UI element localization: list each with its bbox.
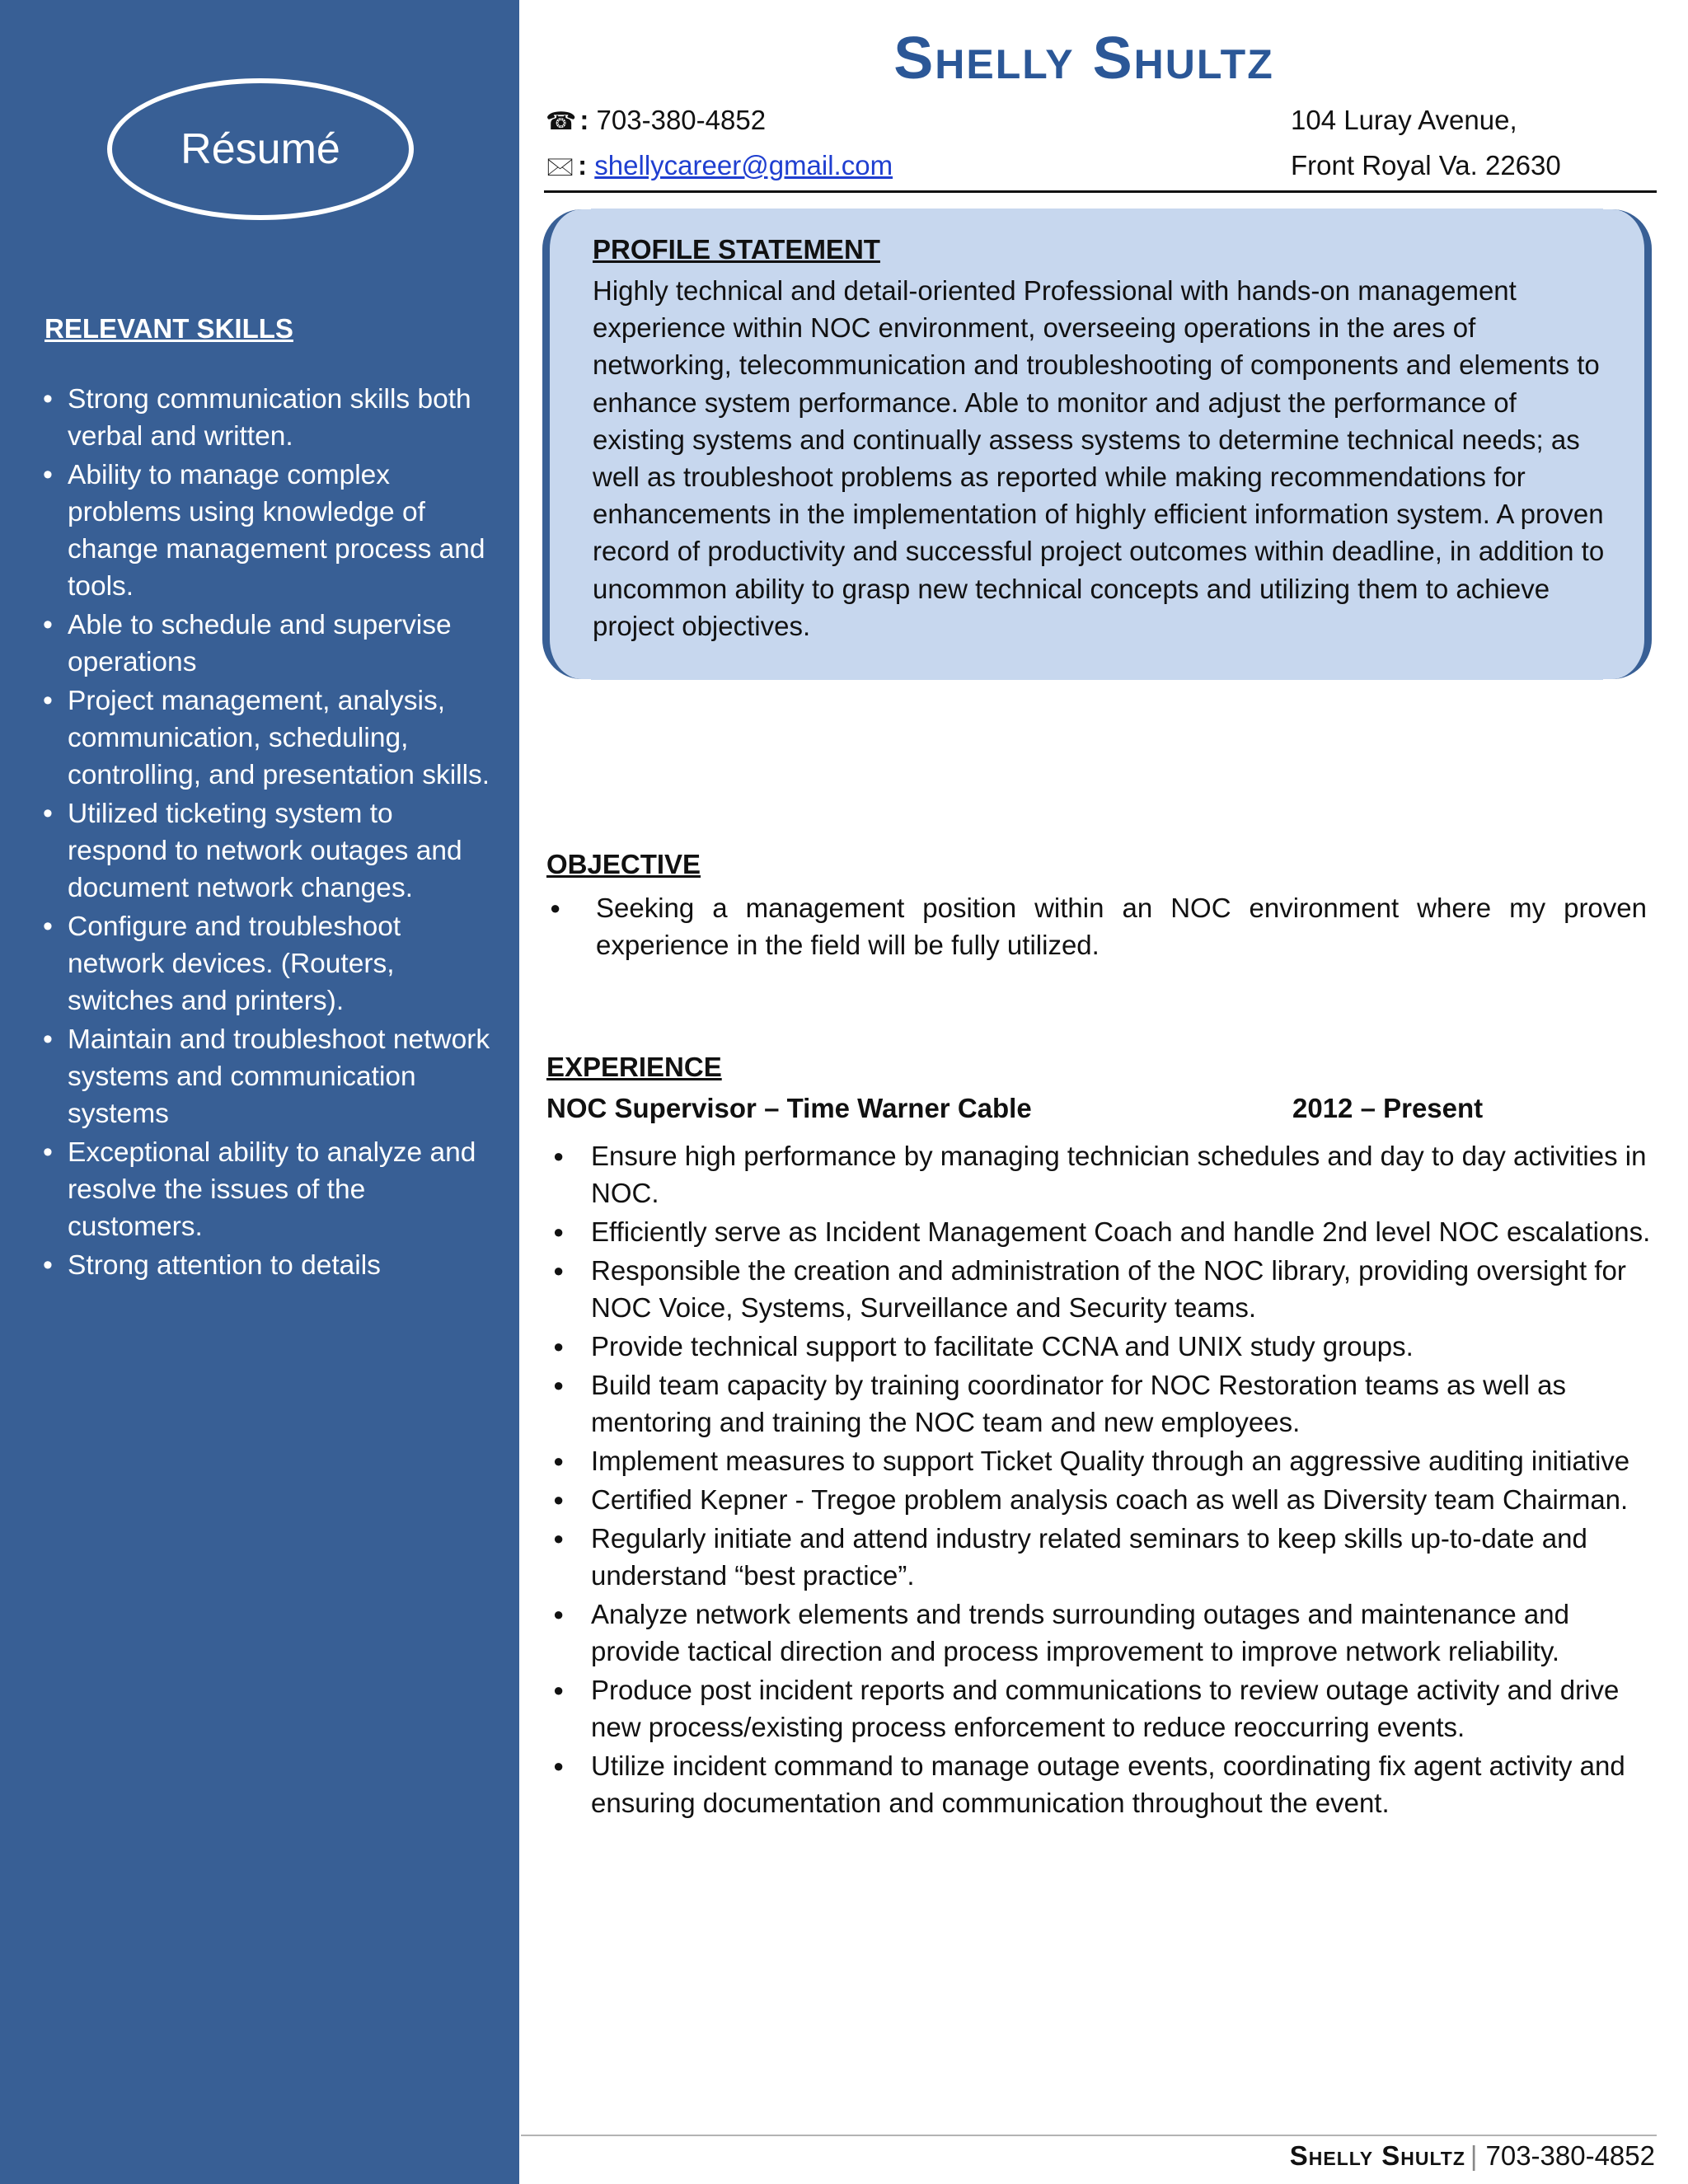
skills-list xyxy=(25,381,495,1286)
job-dates: 2012 – Present xyxy=(1292,1093,1484,1123)
footer-name: Shelly Shultz xyxy=(1289,2140,1465,2171)
address-line-2: Front Royal Va. 22630 xyxy=(1291,150,1561,180)
list-item: • Utilized ticketing system to respond to network outages and document network changes. xyxy=(25,795,495,907)
list-item: • Able to schedule and supervise operations xyxy=(25,607,495,681)
list-item: • Project management, analysis, communication, scheduling, controlling, and presentation skills. xyxy=(25,682,495,794)
list-item: • Maintain and troubleshoot network systems and communication systems xyxy=(25,1021,495,1132)
objective-list xyxy=(546,889,1647,965)
list-item: ● Utilize incident command to manage outage events, coordinating fix agent activity and ensuring documentation and communication throughout the event. xyxy=(546,1747,1659,1821)
list-item: ● Regularly initiate and attend industry related seminars to keep skills up-to-date and understand “best practice”. xyxy=(546,1520,1659,1594)
list-item: • Ability to manage complex problems using knowledge of change management process and tools. xyxy=(25,457,495,605)
header-divider xyxy=(544,190,1657,193)
phone-icon: ☎ xyxy=(546,108,577,135)
resume-badge: Résumé xyxy=(107,78,414,220)
profile-text: Highly technical and detail-oriented Professional with hands-on management experience within NOC environment, overseeing operations in the ares of networking, telecommunication and troubleshooting of components and elements to enhance system performance. Able to monitor and adjust the performance of existing systems and continually assess systems to determine technical needs; as well as troubleshoot problems as reported while making recommendations for enhancements in the implementation of highly efficient information system. A proven record of productivity and successful project outcomes within deadline, in addition to uncommon ability to grasp new technical concepts and utilizing them to achieve project objectives. xyxy=(593,275,1605,641)
list-item: ● Ensure high performance by managing technician schedules and day to day activities in NOC. xyxy=(546,1137,1659,1212)
footer-divider xyxy=(521,2135,1657,2136)
profile-box xyxy=(542,209,1652,679)
footer-phone: 703-380-4852 xyxy=(1485,2140,1655,2171)
list-item: ● Responsible the creation and administration of the NOC library, providing oversight for NOC Voice, Systems, Surveillance and Security teams. xyxy=(546,1252,1659,1326)
address-line-1: 104 Luray Avenue, xyxy=(1291,105,1517,135)
list-item: ● Efficiently serve as Incident Management Coach and handle 2nd level NOC escalations. xyxy=(546,1213,1659,1250)
list-item: • Strong communication skills both verbal and written. xyxy=(25,381,495,455)
phone-line: ☎ : 703-380-4852 xyxy=(546,105,767,135)
list-item: • Exceptional ability to analyze and resolve the issues of the customers. xyxy=(25,1134,495,1245)
list-item: ● Provide technical support to facilitate CCNA and UNIX study groups. xyxy=(546,1328,1659,1365)
list-item: ● Implement measures to support Ticket Quality through an aggressive auditing initiative xyxy=(546,1442,1659,1479)
profile-title: PROFILE STATEMENT xyxy=(593,234,880,265)
job-title: NOC Supervisor – Time Warner Cable xyxy=(546,1093,1032,1123)
skills-heading: RELEVANT SKILLS xyxy=(45,313,293,344)
footer-separator: | xyxy=(1470,2140,1478,2171)
phone-number: 703-380-4852 xyxy=(596,105,767,135)
list-item: ● Build team capacity by training coordinator for NOC Restoration teams as well as mentoring and training the NOC team and new employees. xyxy=(546,1366,1659,1441)
list-item: ● Certified Kepner - Tregoe problem analysis coach as well as Diversity team Chairman. xyxy=(546,1481,1659,1518)
list-item: ● Seeking a management position within an NOC environment where my proven experience in the field will be fully utilized. xyxy=(546,889,1647,963)
list-item: ● Produce post incident reports and communications to review outage activity and drive new process/existing process enforcement to reduce reoccurring events. xyxy=(546,1671,1659,1746)
list-item: • Strong attention to details xyxy=(25,1247,495,1284)
footer xyxy=(1290,2140,1655,2172)
page-title: Shelly Shultz xyxy=(893,26,1274,91)
list-item: ● Analyze network elements and trends surrounding outages and maintenance and provide tactical direction and process improvement to improve network reliability. xyxy=(546,1596,1659,1670)
experience-list xyxy=(546,1137,1659,1823)
experience-title: EXPERIENCE xyxy=(546,1052,722,1082)
sidebar xyxy=(0,0,519,2184)
mail-icon: 🖂 xyxy=(546,153,575,180)
list-item: • Configure and troubleshoot network devices. (Routers, switches and printers). xyxy=(25,908,495,1019)
email-line: 🖂 : shellycareer@gmail.com xyxy=(546,150,893,180)
objective-title: OBJECTIVE xyxy=(546,849,701,879)
email-link[interactable]: shellycareer@gmail.com xyxy=(594,150,893,180)
